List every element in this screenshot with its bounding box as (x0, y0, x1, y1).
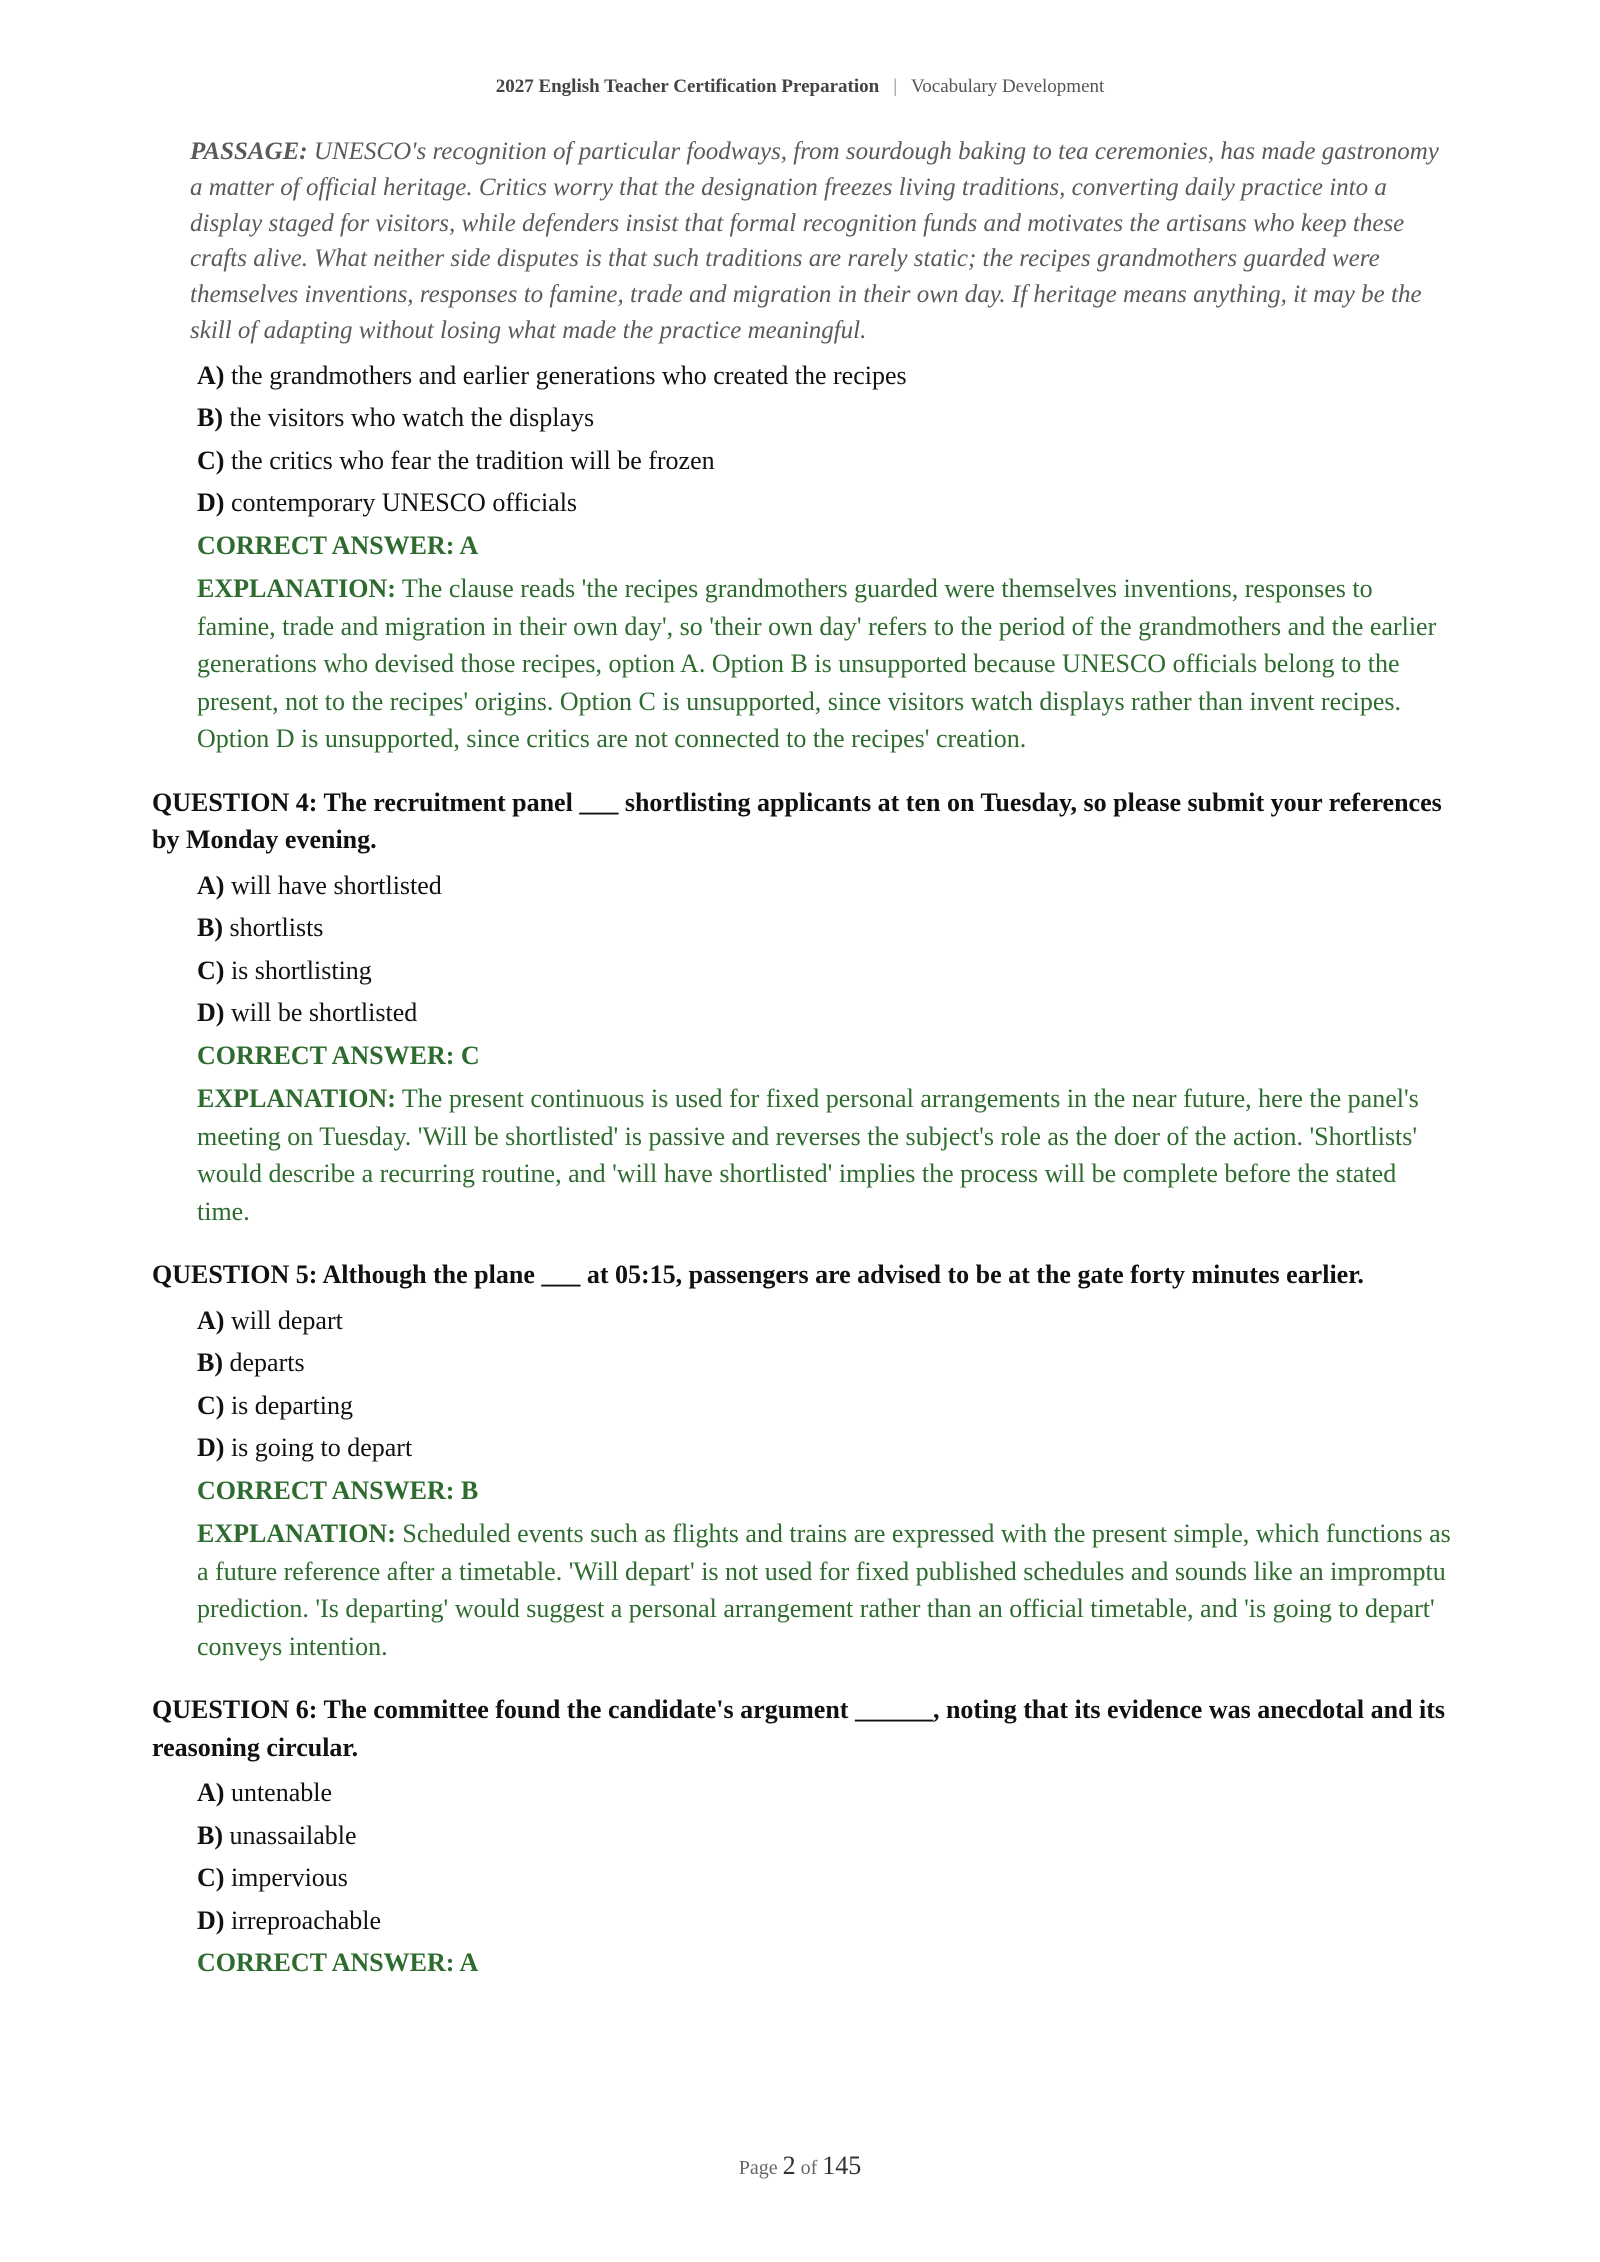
q3-correct-answer: CORRECT ANSWER: A (197, 530, 479, 560)
header-title: 2027 English Teacher Certification Preparation (495, 76, 880, 97)
explanation-text: The clause reads 'the recipes grandmothers guarded were themselves inventions, responses to famine, trade and migration in their own day', so 'their own day' refers to the period of the grandmothers and the earlier generations who devised those recipes, option A. Option B is unsupported because UNESCO officials belong to the present, not to the recipes' origins. Option C is unsupported, since visitors watch displays rather than invent recipes. Option D is unsupported, since critics are not connected to the recipes' creation. (197, 574, 1437, 754)
q6-question: QUESTION 6: The committee found the candidate's argument ______, noting that its evidence was anecdotal and its reasoning circular. (152, 1695, 1446, 1762)
option-text: untenable (230, 1778, 333, 1808)
passage-text: UNESCO's recognition of particular foodways, from sourdough baking to tea ceremonies, has made gastronomy a matter of official heritage. Critics worry that the designation freezes living traditions, converting daily practice into a display staged for visitors, while defenders insist that formal recognition funds and motivates the artisans who keep these crafts alive. What neither side disputes is that such traditions are rarely static; the recipes grandmothers guarded were themselves inventions, responses to famine, trade and migration in their own day. If heritage means anything, it may be the skill of adapting without losing what made the practice meaningful. (190, 138, 1439, 344)
option-text: shortlists (229, 913, 324, 943)
option-text: will be shortlisted (230, 998, 418, 1028)
explanation-label: EXPLANATION: (197, 1519, 396, 1549)
q5-correct-answer: CORRECT ANSWER: B (197, 1475, 479, 1505)
option-letter: C) (197, 1390, 225, 1420)
option-letter: B) (197, 1348, 223, 1378)
option-letter: A) (197, 870, 225, 900)
reading-passage (190, 134, 1452, 349)
page-content (152, 134, 1452, 1985)
header-section: Vocabulary Development (911, 76, 1105, 97)
q3-option-d (197, 482, 1452, 525)
q4-option-d (197, 992, 1452, 1035)
q3-explanation (197, 570, 1452, 758)
q4-correct-answer: CORRECT ANSWER: C (197, 1040, 480, 1070)
explanation-label: EXPLANATION: (197, 574, 396, 604)
of-word: of (800, 2157, 818, 2179)
option-letter: A) (197, 360, 225, 390)
explanation-text: Scheduled events such as flights and trains are expressed with the present simple, which functions as a future reference after a timetable. 'Will depart' is not used for fixed published schedules and sounds like an impromptu prediction. 'Is departing' would suggest a personal arrangement rather than an official timetable, and 'is going to depart' conveys intention. (197, 1519, 1451, 1661)
q5-option-d (197, 1427, 1452, 1470)
header-separator: | (893, 76, 898, 97)
option-text: the visitors who watch the displays (229, 403, 595, 433)
option-text: will have shortlisted (230, 870, 442, 900)
q6-option-c (197, 1857, 1452, 1900)
q4-explanation (197, 1080, 1452, 1230)
option-text: irreproachable (230, 1905, 382, 1935)
q5-option-a (197, 1300, 1452, 1343)
q4-question: QUESTION 4: The recruitment panel ___ shortlisting applicants at ten on Tuesday, so please submit your references by Monday evening. (152, 787, 1442, 855)
q5-options (197, 1300, 1452, 1470)
option-letter: C) (197, 445, 225, 475)
q4-option-a (197, 865, 1452, 908)
option-letter: B) (197, 913, 223, 943)
option-text: is going to depart (230, 1433, 413, 1463)
option-letter: B) (197, 403, 223, 433)
passage-label: PASSAGE: (190, 138, 308, 165)
q6-options (197, 1772, 1452, 1942)
q6-option-b (197, 1815, 1452, 1858)
option-letter: C) (197, 1863, 225, 1893)
option-letter: D) (197, 998, 225, 1028)
q3-option-c (197, 440, 1452, 483)
option-text: impervious (230, 1863, 348, 1893)
q6-correct-answer: CORRECT ANSWER: A (197, 1948, 479, 1978)
q5-option-b (197, 1342, 1452, 1385)
option-text: is departing (230, 1390, 353, 1420)
q6-option-a (197, 1772, 1452, 1815)
option-text: will depart (230, 1305, 343, 1335)
option-letter: D) (197, 1905, 225, 1935)
option-letter: A) (197, 1778, 225, 1808)
explanation-text: The present continuous is used for fixed personal arrangements in the near future, here the panel's meeting on Tuesday. 'Will be shortlisted' is passive and reverses the subject's role as the doer of the action. 'Shortlists' would describe a recurring routine, and 'will have shortlisted' implies the process will be complete before the stated time. (197, 1084, 1419, 1226)
page-footer (0, 2151, 1600, 2181)
q3-option-b (197, 397, 1452, 440)
option-letter: D) (197, 488, 225, 518)
explanation-label: EXPLANATION: (197, 1084, 396, 1114)
option-text: the critics who fear the tradition will be frozen (230, 445, 715, 475)
q4-options (197, 865, 1452, 1035)
q5-explanation (197, 1515, 1452, 1665)
running-header (0, 76, 1600, 98)
option-letter: A) (197, 1305, 225, 1335)
q5-question: QUESTION 5: Although the plane ___ at 05:15, passengers are advised to be at the gate forty minutes earlier. (152, 1260, 1364, 1290)
q4-option-c (197, 950, 1452, 993)
option-text: the grandmothers and earlier generations who created the recipes (230, 360, 907, 390)
option-text: contemporary UNESCO officials (230, 488, 578, 518)
page-number: 2 (782, 2151, 796, 2180)
q3-options (197, 355, 1452, 525)
option-text: is shortlisting (230, 955, 372, 985)
q3-option-a (197, 355, 1452, 398)
page-word: Page (738, 2157, 778, 2179)
option-letter: C) (197, 955, 225, 985)
q5-option-c (197, 1385, 1452, 1428)
option-text: unassailable (229, 1820, 357, 1850)
option-letter: B) (197, 1820, 223, 1850)
option-letter: D) (197, 1433, 225, 1463)
page-total: 145 (822, 2151, 862, 2180)
option-text: departs (229, 1348, 305, 1378)
q6-option-d (197, 1900, 1452, 1943)
q4-option-b (197, 907, 1452, 950)
